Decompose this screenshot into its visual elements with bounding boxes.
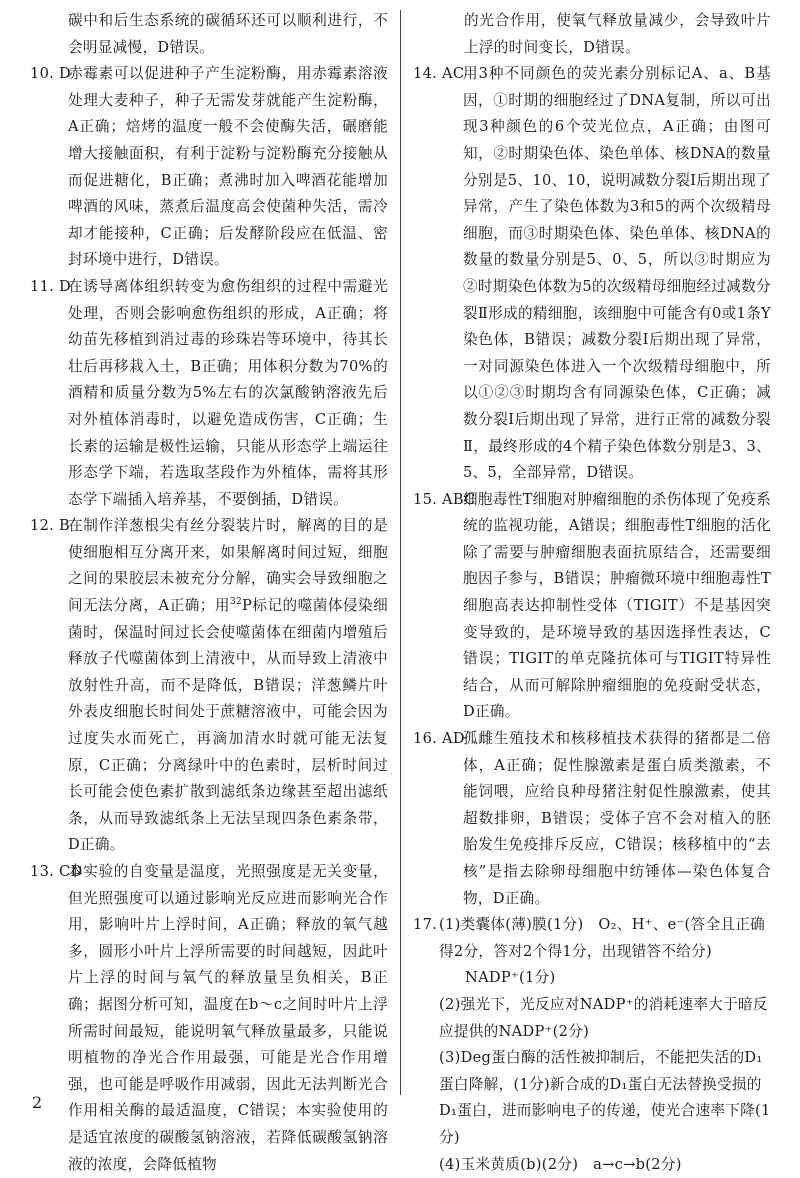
answer-17-part-3: (3)Deg蛋白酶的活性被抑制后，不能把失活的D₁蛋白降解，(1分)新合成的D₁蛋白无法替换受损的D₁蛋白，进而影响电子的传递，使光合速率下降(1分) (439, 1049, 771, 1146)
answer-11-text: 在诱导离体组织转变为愈伤组织的过程中需避光处理，否则会影响愈伤组织的形成，A正确；将幼苗先移植到消过毒的珍珠岩等环境中，待其长壮后再移栽入土，B正确；用体积分数为70%的酒精和质量分数为5%左右的次氯酸钠溶液先后对外植体消毒时，以避免造成伤害，C正确；生长素的运输是极性运输，只能从形态学上端运往形态学下端，若选取茎段作为外植体，需将其形态学下端插入培养基，不要倒插，D错误。 (68, 277, 388, 508)
answer-15-number: 15. ABC (413, 490, 476, 508)
answer-17-body (437, 912, 771, 1178)
answer-15 (413, 487, 771, 726)
answer-11 (30, 274, 388, 513)
answer-17-part-2: (2)强光下，光反应对NADP⁺的消耗速率大于暗反应提供的NADP⁺(2分) (439, 995, 768, 1040)
continued-answer-left: 碳中和后生态系统的碳循环还可以顺利进行，不会明显减慢，D错误。 (68, 12, 388, 56)
answer-10-number: 10. D (30, 65, 72, 83)
answer-13-text: 本实验的自变量是温度，光照强度是无关变量，但光照强度可以通过影响光反应进而影响光合作用，影响叶片上浮时间，A正确；释放的氧气越多，圆形小叶片上浮所需要的时间越短，因此叶片上浮的时间与氧气的释放量呈负相关，B正确；据图分析可知，温度在b～c之间时叶片上浮所需时间最短，能说明氧气释放量最多，只能说明植物的净光合作用最强，可能是光合作用增强，也可能是呼吸作用减弱，因此无法判断光合作用相关酶的最适温度，C错误；本实验使用的是适宜浓度的碳酸氢钠溶液，若降低碳酸氢钠溶液的浓度，会降低植物 (68, 863, 388, 1173)
answer-17-part-1b: NADP⁺(1分) (465, 969, 556, 987)
answer-13-number: 13. CD (30, 863, 83, 880)
answer-17-part-1: (1)类囊体(薄)膜(1分) O₂、H⁺、e⁻(答全且正确得2分，答对2个得1分，出现错答不给分) (439, 916, 766, 960)
answer-17-number: 17. (413, 916, 438, 934)
answer-15-text: 细胞毒性T细胞对肿瘤细胞的杀伤体现了免疫系统的监视功能，A错误；细胞毒性T细胞的活化除了需要与肿瘤细胞表面抗原结合，还需要细胞因子参与，B错误；肿瘤微环境中细胞毒性T细胞高表达抑制性受体（TIGIT）不是基因突变导致的，是环境导致的基因选择性表达，C错误；TIGIT的单克隆抗体可与TIGIT特异性结合，从而可解除肿瘤细胞的免疫耐受状态，D正确。 (463, 490, 771, 721)
answer-13 (30, 859, 388, 1178)
answer-16 (413, 726, 771, 912)
answer-14-text: 用3种不同颜色的荧光素分别标记A、a、B基因，①时期的细胞经过了DNA复制，所以可出现3种颜色的6个荧光位点，A正确；由图可知，②时期染色体、染色单体、核DNA的数量分别是5、10、10，说明减数分裂Ⅰ后期出现了异常，产生了染色体数为3和5的两个次级精母细胞，而③时期染色体、染色单体、核DNA的数量的数量分别是5、0、5，所以③时期应为②时期染色体数为5的次级精母细胞经过减数分裂Ⅱ形成的精细胞，该细胞中可能含有0或1条Y染色体，B错误；减数分裂Ⅰ后期出现了异常，一对同源染色体进入一个次级精母细胞中，所以①②③时期均含有同源染色体，C正确；减数分裂Ⅰ后期出现了异常，进行正常的减数分裂Ⅱ，最终形成的4个精子染色体数分别是3、3、5、5，全部异常，D错误。 (463, 65, 771, 482)
answer-14-number: 14. AC (413, 65, 465, 83)
page-number: 2 (32, 1093, 43, 1112)
column-divider (400, 10, 401, 1095)
answer-12-text (68, 513, 388, 859)
answer-17-part-4: (4)玉米黄质(b)(2分) a→c→b(2分) (439, 1155, 682, 1173)
answer-16-text: 孤雌生殖技术和核移植技术获得的猪都是二倍体，A正确；促性腺激素是蛋白质类激素，不能饲喂，应给良种母猪注射促性腺激素，使其超数排卵，B错误；受体子宫不会对植入的胚胎发生免疫排斥反应，C错误；核移植中的“去核”是指去除卵母细胞中纺锤体—染色体复合物，D正确。 (463, 730, 771, 907)
isotope-superscript: 32 (229, 597, 243, 608)
answer-10 (30, 61, 388, 274)
answer-12-text-b: P标记的噬菌体侵染细菌时，保温时间过长会使噬菌体在细菌内增殖后释放子代噬菌体到上清液中，从而导致上清液中放射性升高，而不是降低，B错误；洋葱鳞片叶外表皮细胞长时间处于蔗糖溶液中，可能会因为过度失水而死亡，再滴加清水时就可能无法复原，C正确；分离绿叶中的色素时，层析时间过长可能会使色素扩散到滤纸条边缘甚至超出滤纸条，从而导致滤纸条上无法呈现四条色素条带，D正确。 (68, 597, 389, 854)
answer-12 (30, 513, 388, 859)
answer-16-number: 16. AD (413, 730, 465, 748)
answer-14 (413, 61, 771, 487)
answer-11-number: 11. D (30, 277, 72, 295)
continued-answer-right: 的光合作用，使氧气释放量减少，会导致叶片上浮的时间变长，D错误。 (464, 12, 771, 56)
answer-10-text: 赤霉素可以促进种子产生淀粉酶，用赤霉素溶液处理大麦种子，种子无需发芽就能产生淀粉酶，A正确；焙烤的温度一般不会使酶失活，碾磨能增大接触面积，有利于淀粉与淀粉酶充分接触从而促进糖化，B正确；煮沸时加入啤酒花能增加啤酒的风味，蒸煮后温度高会使菌种失活，需冷却才能接种，C正确；后发酵阶段应在低温、密封环境中进行，D错误。 (68, 65, 388, 269)
answer-12-number: 12. B (30, 517, 71, 535)
answer-12-text-a: 在制作洋葱根尖有丝分裂装片时，解离的目的是使细胞相互分离开来，如果解离时间过短，细胞之间的果胶层未被充分分解，确实会导致细胞之间无法分离，A正确；用 (68, 517, 388, 615)
left-column (30, 8, 388, 1178)
answer-17 (413, 912, 771, 1178)
right-column (413, 8, 771, 1178)
